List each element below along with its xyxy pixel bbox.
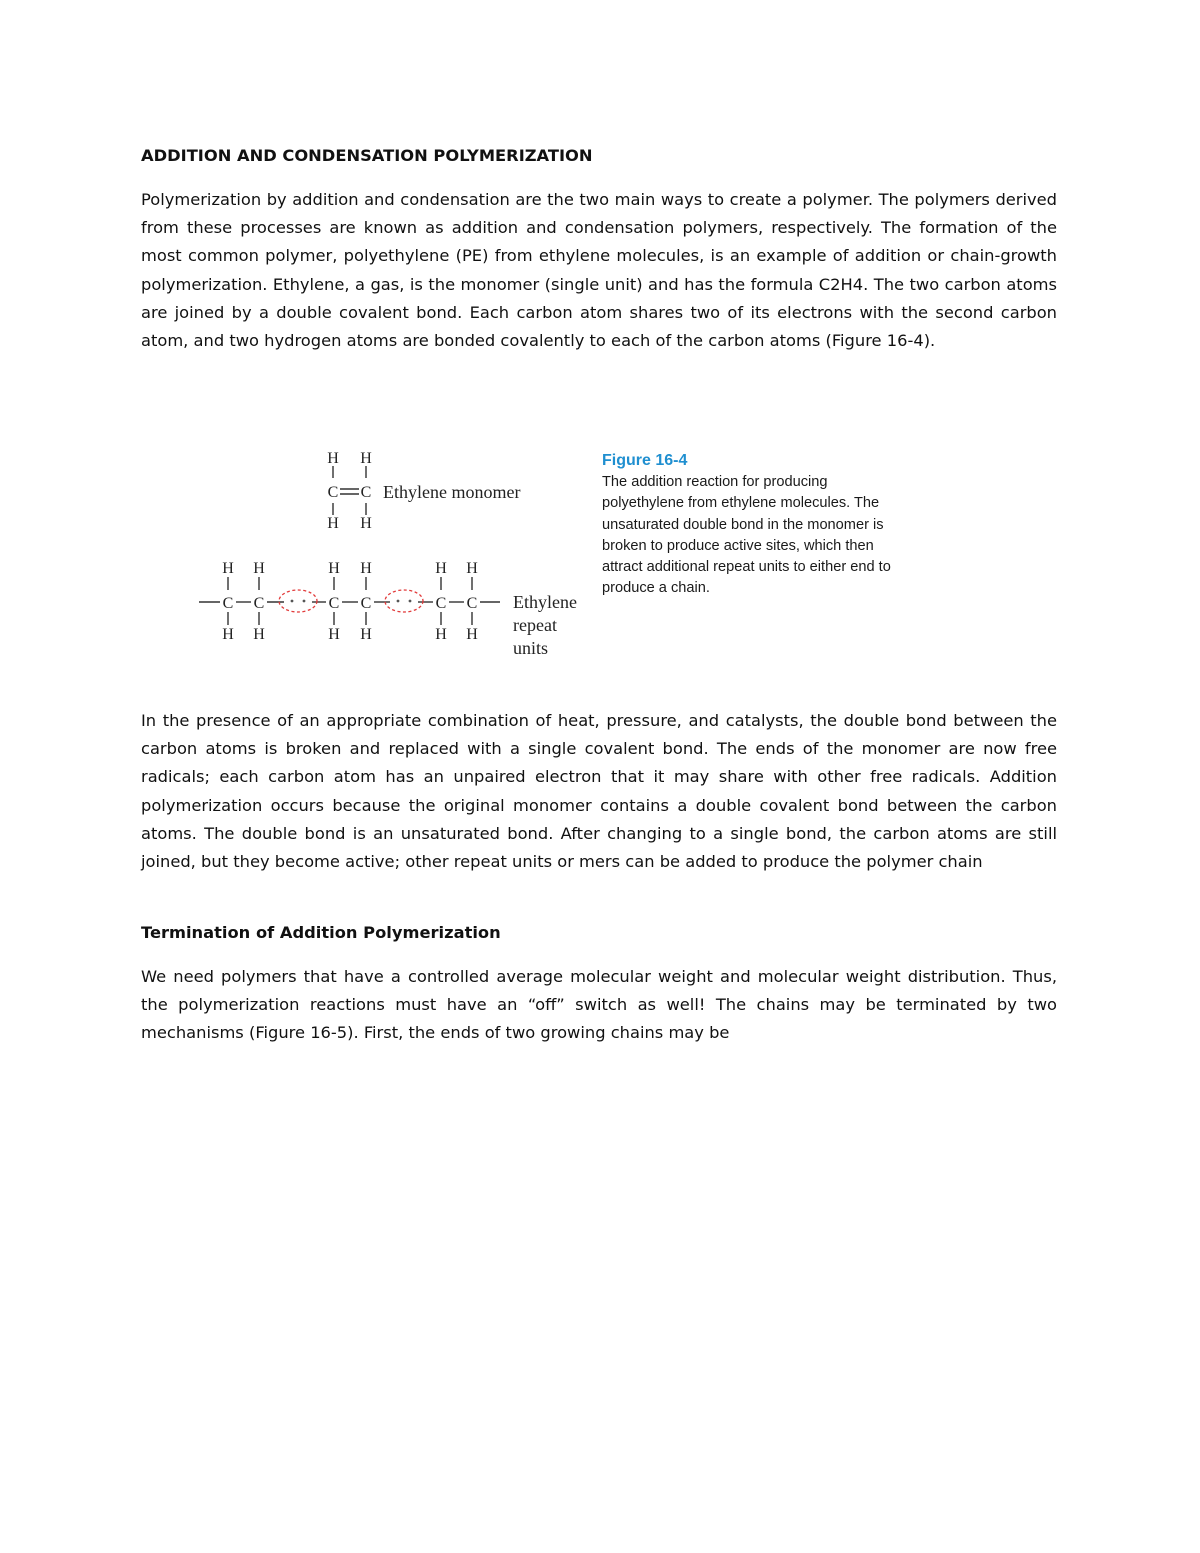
chain-h-atom: H <box>222 560 234 577</box>
monomer-label: Ethylene monomer <box>383 482 521 502</box>
paragraph-termination: We need polymers that have a controlled average molecular weight and molecular weight distribution. Thus, the polymerization reactions must have an “off” switch as well! The chains may be terminated by two mechanisms (Figure 16-5). First, the ends of two growing chains may be <box>141 967 1057 1043</box>
repeat-label-line-1: Ethylene <box>513 592 577 612</box>
chain-c-atom: C <box>253 595 265 612</box>
chain-h-atom: H <box>466 560 478 577</box>
chain-h-atom: H <box>253 626 265 643</box>
chain-h-atom: H <box>360 626 372 643</box>
paragraph-intro: Polymerization by addition and condensation are the two main ways to create a polymer. The polymers derived from these processes are known as addition and condensation polymers, respectively. The formation of the most common polymer, polyethylene (PE) from ethylene molecules, is an example of addition or chain-growth polymerization. Ethylene, a gas, is the monomer (single unit) and has the formula C2H4. The two carbon atoms are joined by a double covalent bond. Each carbon atom shares two of its electrons with the second carbon atom, and two hydrogen atoms are bonded covalently to each of the carbon atoms (Figure 16-4). <box>141 190 1057 351</box>
chain-c-atom: C <box>328 595 340 612</box>
chain-h-atom: H <box>328 626 340 643</box>
monomer-h-atom: H <box>360 450 372 467</box>
chain-h-atom: H <box>360 560 372 577</box>
chain-c-atom: C <box>360 595 372 612</box>
chain-c-atom: C <box>435 595 447 612</box>
chain-c-atom: C <box>222 595 234 612</box>
monomer-h-atom: H <box>327 515 339 532</box>
chain-h-atom: H <box>328 560 340 577</box>
paragraph-double-bond: In the presence of an appropriate combination of heat, pressure, and catalysts, the double bond between the carbon atoms is broken and replaced with a single covalent bond. The ends of the monomer are now free radicals; each carbon atom has an unpaired electron that it may share with other free radicals. Addition polymerization occurs because the original monomer contains a double covalent bond between the carbon atoms. The double bond is an unsaturated bond. After changing to a single bond, the carbon atoms are still joined, but they become active; other repeat units or mers can be added to produce the polymer chain <box>141 711 1057 872</box>
chain-h-atom: H <box>435 626 447 643</box>
repeat-label-line-3: units <box>513 638 549 658</box>
chain-h-atom: H <box>253 560 265 577</box>
monomer-h-atom: H <box>327 450 339 467</box>
figure-caption-block <box>602 450 902 599</box>
chain-h-atom: H <box>222 626 234 643</box>
figure-caption: The addition reaction for producing polyethylene from ethylene molecules. The unsaturated double bond in the monomer is broken to produce active sites, which then attract additional repeat units to either end to produce a chain. <box>602 474 891 597</box>
monomer-c-atom: C <box>327 484 339 501</box>
chain-c-atom: C <box>466 595 478 612</box>
chain-h-atom: H <box>435 560 447 577</box>
ethylene-polymerization-diagram <box>0 0 1200 700</box>
section-heading-termination: Termination of Addition Polymerization <box>141 923 501 942</box>
monomer-h-atom: H <box>360 515 372 532</box>
repeat-label-line-2: repeat <box>513 615 557 635</box>
page-title: ADDITION AND CONDENSATION POLYMERIZATION <box>141 146 593 165</box>
chain-h-atom: H <box>466 626 478 643</box>
monomer-c-atom: C <box>360 484 372 501</box>
figure-label: Figure 16-4 <box>602 452 688 469</box>
